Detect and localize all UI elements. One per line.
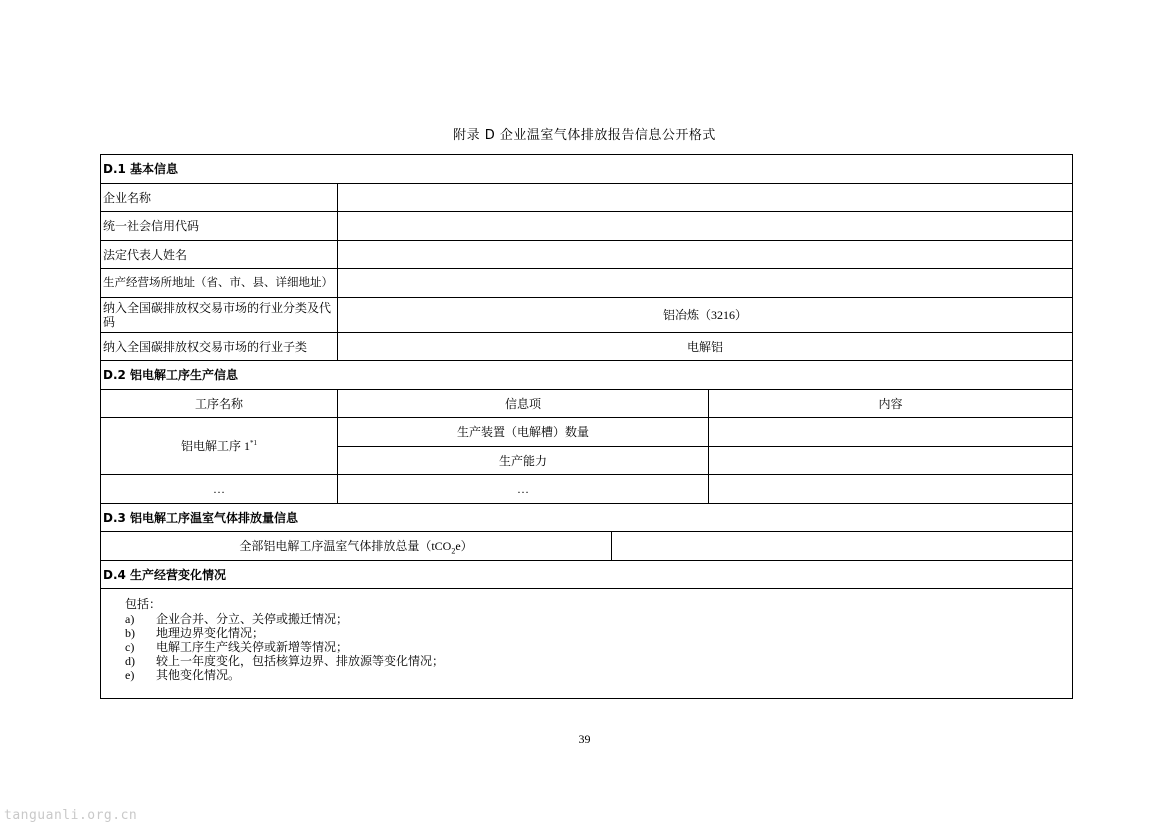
emission-total-value[interactable] (612, 532, 1073, 560)
emission-total-row (101, 532, 1073, 561)
field-label-address: 生产经营场所地址（省、市、县、详细地址） (101, 269, 338, 298)
disclosure-table (100, 154, 1073, 699)
content-capacity[interactable] (709, 447, 1073, 475)
page-title: 附录 D 企业温室气体排放报告信息公开格式 (453, 128, 716, 143)
emission-total-label: 全部铝电解工序温室气体排放总量（tCO$_2$e） (101, 532, 612, 560)
field-label-industry-subclass: 纳入全国碳排放权交易市场的行业子类 (101, 333, 338, 361)
change-notes (101, 589, 1073, 699)
list-item: c) 电解工序生产线关停或新增等情况； (125, 640, 349, 654)
list-item: b) 地理边界变化情况； (125, 626, 265, 640)
field-value-industry-subclass[interactable]: 电解铝 (338, 333, 1073, 361)
ellipsis-process: … (101, 475, 338, 504)
list-item: e) 其他变化情况。 (125, 668, 241, 682)
notes-intro: 包括： (125, 597, 162, 611)
list-item: d) 较上一年度变化，包括核算边界、排放源等变化情况； (125, 654, 445, 668)
field-value-credit-code[interactable] (338, 212, 1073, 241)
watermark: tanguanli.org.cn (4, 808, 138, 823)
content-device-count[interactable] (709, 418, 1073, 447)
process-name-cell (101, 418, 338, 475)
section-d2-heading: D.2 铝电解工序生产信息 (101, 361, 1073, 390)
info-item-capacity: 生产能力 (338, 447, 709, 475)
column-header-info-item: 信息项 (338, 390, 709, 418)
info-item-device-count: 生产装置（电解槽）数量 (338, 418, 709, 447)
section-d3-heading: D.3 铝电解工序温室气体排放量信息 (101, 504, 1073, 532)
list-item: a) 企业合并、分立、关停或搬迁情况； (125, 612, 349, 626)
process-name: 铝电解工序 1 (180, 439, 250, 453)
field-label-company-name: 企业名称 (101, 184, 338, 212)
field-value-industry-code[interactable]: 铝冶炼（3216） (338, 298, 1073, 333)
field-value-company-name[interactable] (338, 184, 1073, 212)
field-label-credit-code: 统一社会信用代码 (101, 212, 338, 241)
field-value-legal-rep[interactable] (338, 241, 1073, 269)
section-d4-heading: D.4 生产经营变化情况 (101, 561, 1073, 589)
ellipsis-content (709, 475, 1073, 504)
field-value-address[interactable] (338, 269, 1073, 298)
column-header-content: 内容 (709, 390, 1073, 418)
field-label-legal-rep: 法定代表人姓名 (101, 241, 338, 269)
footnote-marker: *1 (250, 439, 257, 447)
column-header-process: 工序名称 (101, 390, 338, 418)
ellipsis-info-item: … (338, 475, 709, 504)
field-label-industry-code: 纳入全国碳排放权交易市场的行业分类及代码 (101, 298, 338, 333)
page-number: 39 (578, 732, 591, 746)
section-d1-heading: D.1 基本信息 (101, 155, 1073, 184)
